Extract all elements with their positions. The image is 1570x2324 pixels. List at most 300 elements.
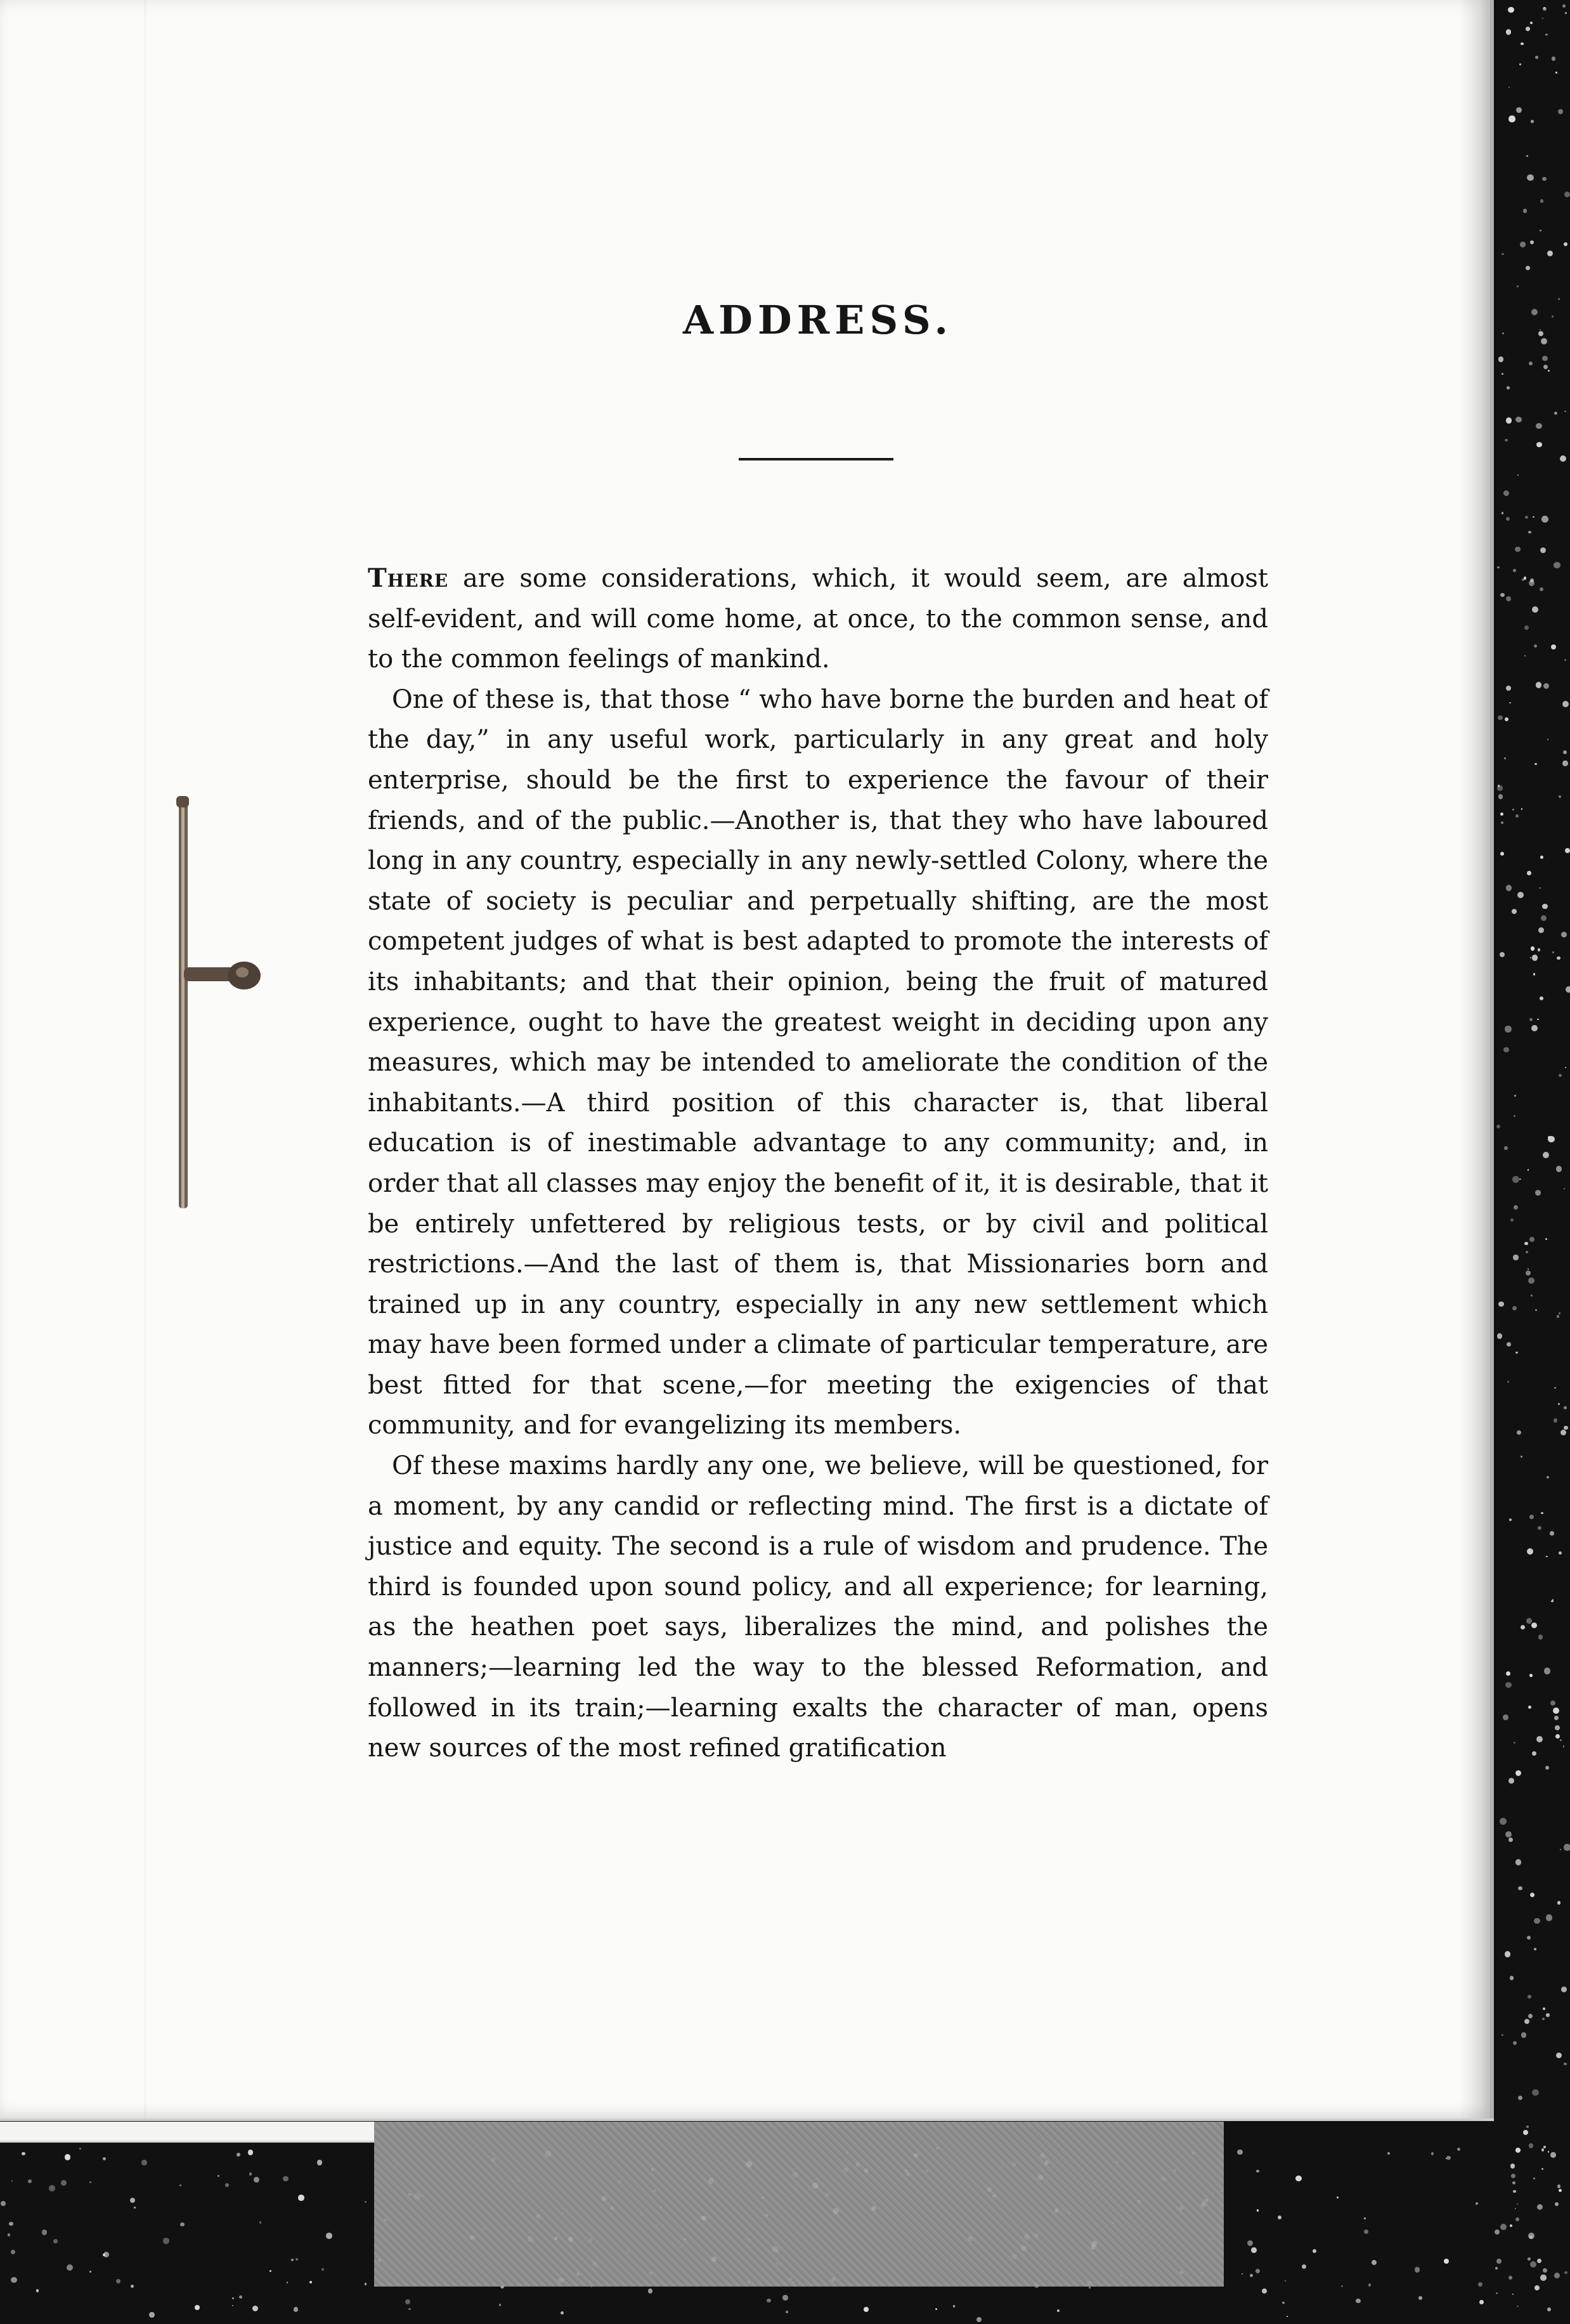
paragraph-text: One of these is, that those “ who have borne the burden and heat of the day,” in any useful work, particularly in any great and holy enterprise, should be the first to experience the favour of their friends, and of the public.—Another is, that they who have laboured long in any country, especially in any newly-settled Colony, where the state of society is peculiar and perpetually shifting, are the most competent judges of what is best adapted to promote the interests of its inhabitants; and that their opinion, being the fruit of matured experience, ought to have the greatest weight in deciding upon any measures, which may be intended to ameliorate the condition of the inhabitants.—A third position of this character is, that liberal education is of inestimable advantage to any community; and, in order that all classes may enjoy the benefit of it, it is desirable, that it be entirely unfettered by religious tests, or by civil and political restrictions.—And the last of them is, that Missionaries born and trained up in any country, especially in any new settlement which may have been formed under a climate of particular temperature, are best fitted for that scene,—for meeting the exigencies of that community, and for evangelizing its members. [368,684,1268,1440]
dust-speck [1505,1831,1512,1838]
dust-speck [1510,1218,1514,1222]
dust-speck [1510,1976,1514,1980]
dust-speck [1476,2202,1478,2205]
dust-speck [408,2308,410,2310]
dust-speck [291,2259,294,2261]
dust-speck [1562,761,1567,766]
dust-speck [1524,625,1529,630]
dust-speck [1517,1430,1521,1435]
dust-speck [1495,2267,1498,2269]
dust-speck [782,2295,788,2301]
dust-speck [1517,892,1524,898]
dust-speck [1512,2294,1514,2295]
dust-speck [1532,606,1538,613]
dust-speck [1247,2240,1253,2246]
scan-color-target [374,2122,1224,2287]
dust-speck [1563,1746,1565,1747]
dust-speck [1500,852,1504,856]
dust-speck [1500,813,1503,816]
dust-speck [1551,644,1556,650]
dust-speck [1517,285,1519,287]
dust-speck [1341,2285,1343,2287]
dust-speck [1242,2273,1243,2275]
dust-speck [1508,7,1514,13]
dust-speck [1501,821,1503,824]
dust-speck [1522,578,1524,581]
dust-speck [1540,547,1546,553]
dust-speck [1554,1418,1558,1423]
dust-speck [1547,2308,1551,2311]
dust-speck [1530,2261,1536,2268]
dust-speck [1550,1531,1554,1535]
dust-speck [1528,1706,1531,1709]
dust-speck [195,2305,200,2310]
dust-speck [1550,2152,1555,2157]
dust-speck [1558,109,1563,114]
dust-speck [11,2277,17,2283]
dust-speck [1552,1599,1554,1601]
dust-speck [11,2180,13,2181]
dust-speck [1534,1948,1536,1950]
dust-speck [237,2153,240,2157]
dust-speck [1295,2176,1301,2181]
dust-speck [1507,1342,1511,1347]
dust-speck [1502,2034,1503,2036]
dust-speck [1566,986,1570,993]
dust-speck [1505,1682,1512,1688]
dust-speck [1500,952,1505,957]
dust-speck [1554,562,1560,568]
dust-speck [1505,439,1508,442]
dust-speck [1555,1734,1560,1739]
dust-speck [1531,1622,1537,1628]
dust-speck [1527,1936,1531,1940]
dust-speck [1535,1190,1541,1196]
dust-speck [1538,1526,1541,1530]
dust-speck [1505,1026,1512,1033]
dust-speck [1512,2181,1515,2184]
dust-speck [295,2258,298,2261]
dust-speck [1364,2229,1368,2234]
dust-speck [1497,1333,1503,1339]
dust-speck [8,2233,10,2236]
dust-speck [1555,2202,1559,2206]
dust-speck [1552,951,1554,953]
dust-speck [283,2176,288,2181]
dust-speck [767,2299,770,2302]
dust-speck [1531,1025,1538,1031]
dust-speck [1457,2148,1460,2151]
dust-speck [1559,1074,1562,1077]
dust-speck [1561,932,1567,937]
dust-speck [1502,373,1503,375]
dust-speck [1537,2259,1541,2263]
dust-speck [1503,490,1509,496]
dust-speck [1535,56,1538,59]
dust-speck [1498,356,1503,362]
page-edge-shadow [1458,0,1496,2118]
dust-speck [1057,2309,1060,2312]
dust-speck [1514,1095,1516,1097]
dust-speck [252,2306,259,2312]
dust-speck [953,2305,955,2307]
dust-speck [1526,266,1530,270]
dust-speck [1564,192,1570,197]
dust-speck [1529,580,1534,586]
dust-speck [1302,2264,1306,2269]
dust-speck [1,2201,6,2206]
dust-speck [49,2185,55,2191]
dust-speck [1256,2170,1259,2173]
dust-speck [317,2160,323,2165]
dust-speck [1089,2287,1091,2288]
dust-speck [1506,885,1512,891]
dust-speck [103,2157,106,2160]
dust-speck [1564,2271,1567,2274]
dust-speck [1527,1548,1534,1555]
body-text [368,558,1268,1769]
dust-speck [1500,593,1504,597]
dust-speck [42,2229,48,2235]
dust-speck [163,2238,169,2243]
dust-speck [1503,1047,1509,1053]
dust-speck [1524,1242,1528,1245]
dust-speck [239,2295,242,2299]
dust-speck [1521,2032,1527,2038]
dust-speck [1565,1067,1566,1068]
dust-speck [1515,2208,1516,2209]
dust-speck [1505,1951,1510,1957]
dust-speck [1364,2217,1366,2219]
dust-speck [61,2180,67,2186]
dust-speck [1500,2224,1507,2230]
dust-speck [1556,2053,1562,2058]
dust-speck [1512,1306,1517,1310]
dust-speck [217,2175,219,2177]
dust-speck [287,2282,288,2283]
dust-speck [1495,2229,1500,2235]
dust-speck [1262,2288,1267,2294]
dust-speck [1526,1251,1528,1253]
dust-speck [1515,547,1521,552]
dust-speck [1543,2268,1548,2273]
dust-speck [1509,702,1510,703]
dust-speck [1521,1456,1522,1458]
dust-speck [1532,1751,1536,1756]
dust-speck [1496,2292,1498,2294]
dust-speck [1536,423,1542,429]
dust-speck [1533,973,1535,975]
dust-speck [1531,946,1534,950]
dust-speck [1527,871,1531,875]
dust-speck [1558,298,1560,300]
dust-speck [36,2289,39,2292]
dust-speck [1515,1859,1521,1865]
dust-speck [1547,1476,1549,1479]
dust-speck [1387,2152,1390,2155]
dust-speck [1564,659,1566,661]
dust-speck [1543,2146,1546,2148]
dust-speck [1552,56,1555,60]
page-title: ADDRESS. [683,297,953,343]
dust-speck [1542,904,1548,910]
dust-speck [1528,2014,1533,2018]
dust-speck [1544,1668,1550,1674]
dust-speck [1548,2151,1549,2152]
dust-speck [89,2271,91,2273]
dust-speck [1497,566,1499,568]
dust-speck [1564,1188,1565,1189]
dust-speck [1530,22,1533,24]
dust-speck [298,2195,304,2200]
dust-speck [89,2181,91,2183]
dust-speck [1559,795,1561,798]
paragraph-lead-word: There [368,563,449,593]
dust-speck [1528,1169,1529,1171]
dust-speck [405,2299,410,2304]
paragraph-text: Of these maxims hardly any one, we believe, will be questioned, for a moment, by any candid or reflecting mind. The first is a dictate of justice and equity. The second is a rule of wisdom and prudence. The third is founded upon sound policy, and all experience; for learning, as the heathen poet says, liberalizes the mind, and polishes the manners;—learning led the way to the blessed Reformation, and followed in its train;—learning exalts the character of man, opens new sources of the most refined gratification [368,1451,1268,1763]
dust-speck [1502,512,1503,514]
dust-speck [1564,242,1567,246]
dust-speck [1536,442,1541,447]
dust-speck [1356,2299,1361,2304]
dust-speck [1498,715,1503,721]
dust-speck [1479,2300,1484,2304]
dust-speck [1542,2018,1545,2020]
dust-speck [1534,1918,1540,1924]
dust-speck [1526,1270,1531,1276]
dust-speck [1513,2041,1517,2045]
dust-speck [1504,757,1506,759]
dust-speck [1528,1277,1534,1284]
dust-speck [294,2307,299,2312]
dust-speck [976,2317,982,2323]
dust-speck [1519,63,1521,65]
dust-speck [1555,72,1557,73]
dust-speck [1546,1556,1548,1558]
dust-speck [1524,2019,1530,2025]
dust-speck [1285,2280,1286,2282]
dust-speck [131,2285,134,2288]
dust-speck [1531,120,1534,123]
dust-speck [1540,587,1543,591]
dust-speck [1513,1255,1518,1260]
dust-speck [1508,86,1510,88]
paragraph-3 [368,1446,1268,1769]
dust-speck [1554,1387,1555,1388]
dust-speck [1557,1901,1560,1904]
dust-speck [1496,2259,1502,2264]
dust-speck [1535,1309,1537,1311]
dust-speck [1431,2152,1434,2155]
dust-speck [1282,2302,1284,2304]
dust-speck [1529,2236,1533,2239]
dust-speck [1508,1778,1514,1784]
dust-speck [1533,2177,1535,2179]
dust-speck [1554,412,1557,415]
dust-speck [1543,2007,1545,2010]
dust-speck [134,2207,136,2209]
dust-speck [648,2288,653,2294]
dust-speck [1559,2189,1562,2192]
dust-speck [1504,1146,1508,1150]
fold-crease [145,0,146,2118]
dust-speck [1509,1518,1512,1521]
dust-speck [1337,2197,1339,2198]
dust-speck [1251,2247,1257,2253]
dust-speck [225,2183,229,2187]
dust-speck [1557,1315,1560,1318]
dust-speck [1547,739,1548,740]
dust-speck [1496,1125,1500,1128]
dust-speck [1508,2276,1512,2280]
dust-speck [1478,2282,1482,2287]
dust-speck [259,2221,262,2224]
dust-speck [1529,1515,1534,1519]
dust-speck [79,2148,81,2150]
dust-speck [248,2150,253,2155]
dust-speck [1514,1115,1515,1117]
dust-speck [179,2184,181,2186]
dust-speck [269,2270,271,2272]
dust-speck [561,2311,564,2314]
dust-speck [1508,1838,1513,1842]
dust-speck [1529,1237,1534,1242]
dust-speck [1528,531,1531,533]
dust-speck [1565,12,1567,14]
dust-speck [1541,338,1547,344]
dust-speck [1542,177,1546,181]
paragraph-1 [368,558,1268,680]
dust-speck [1561,1987,1567,1992]
dust-speck [1536,682,1541,688]
dust-speck [1542,356,1547,361]
dust-speck [1565,848,1570,853]
dust-speck [1521,1625,1525,1629]
title-divider [739,458,893,460]
dust-speck [1560,455,1566,462]
dust-speck [1545,1766,1549,1770]
dust-speck [1511,2174,1515,2178]
dust-speck [1540,199,1544,203]
dust-speck [1546,2013,1549,2016]
dust-speck [1515,1352,1517,1354]
dust-speck [249,2172,252,2176]
dust-speck [1506,417,1512,423]
dust-speck [1540,856,1543,859]
dust-speck [1517,2306,1518,2307]
dust-speck [1502,332,1504,334]
dust-speck [1524,655,1526,656]
dust-speck [1554,2273,1560,2278]
dust-speck [1538,927,1544,933]
dust-speck [1513,2190,1515,2193]
dust-speck [254,2177,259,2183]
dust-speck [1547,251,1553,256]
dust-speck [1543,1152,1549,1158]
dust-speck [1506,596,1511,601]
dust-speck [1532,2089,1539,2096]
dust-speck [11,2250,15,2254]
dust-speck [130,2198,135,2203]
binding-pin-icon [171,796,266,1215]
dust-speck [1515,417,1522,423]
dust-speck [1257,2209,1259,2211]
dust-speck [864,2307,869,2312]
dust-speck [1541,516,1548,523]
dust-speck [1557,2184,1560,2188]
dust-speck [1278,2216,1282,2220]
dust-speck [1528,2257,1531,2261]
dust-speck [232,2305,233,2306]
dust-speck [1540,329,1541,330]
dust-speck [1538,948,1541,951]
dust-speck [1536,1736,1543,1742]
dust-speck [1529,1674,1532,1676]
dust-speck [365,2201,367,2203]
dust-speck [1507,1381,1509,1383]
dust-speck [1527,174,1534,181]
dust-speck [1550,1701,1555,1706]
dust-speck [1542,18,1543,19]
dust-speck [28,2179,32,2183]
dust-speck [1498,794,1503,799]
dust-speck [1506,517,1510,521]
dust-speck [1531,309,1538,315]
dust-speck [1514,1205,1518,1210]
dust-speck [1529,2143,1534,2148]
dust-speck [1543,365,1548,369]
dust-speck [1372,2260,1377,2265]
dust-speck [1446,2156,1451,2160]
dust-speck [1543,7,1547,11]
dust-speck [1517,2203,1518,2205]
dust-speck [1526,27,1530,31]
dust-speck [1505,717,1508,721]
dust-speck [1510,2164,1515,2168]
dust-speck [1418,2296,1422,2300]
dust-speck [1512,1176,1519,1183]
page-bottom-strip [0,2122,374,2143]
dust-speck [1541,2168,1543,2170]
dust-speck [232,2297,234,2299]
dust-speck [1526,1618,1532,1624]
dust-speck [1534,2285,1540,2290]
dust-speck [1500,1818,1507,1825]
dust-speck [1563,750,1567,754]
dust-speck [1287,2316,1288,2317]
dust-speck [1560,1849,1562,1851]
dust-speck [1548,1136,1555,1143]
dust-speck [1539,887,1541,889]
dust-speck [1520,242,1525,247]
dust-speck [1313,2249,1316,2253]
dust-speck [1564,1406,1567,1409]
dust-speck [1515,2217,1519,2221]
dust-speck [180,2223,184,2226]
dust-speck [1529,1018,1533,1021]
dust-speck [1558,1403,1560,1405]
dust-speck [1537,1019,1539,1021]
dust-speck [935,2308,937,2310]
dust-speck [1556,1166,1562,1172]
dust-speck [1507,386,1509,389]
dust-speck [1506,686,1511,691]
dust-speck [1516,107,1522,113]
paragraph-text: are some considerations, which, it would seem, are almost self-evident, and will come home, at once, to the common sense, and to the common feelings of mankind. [368,564,1268,674]
dust-speck [1560,1430,1566,1435]
dust-speck [499,2304,502,2306]
